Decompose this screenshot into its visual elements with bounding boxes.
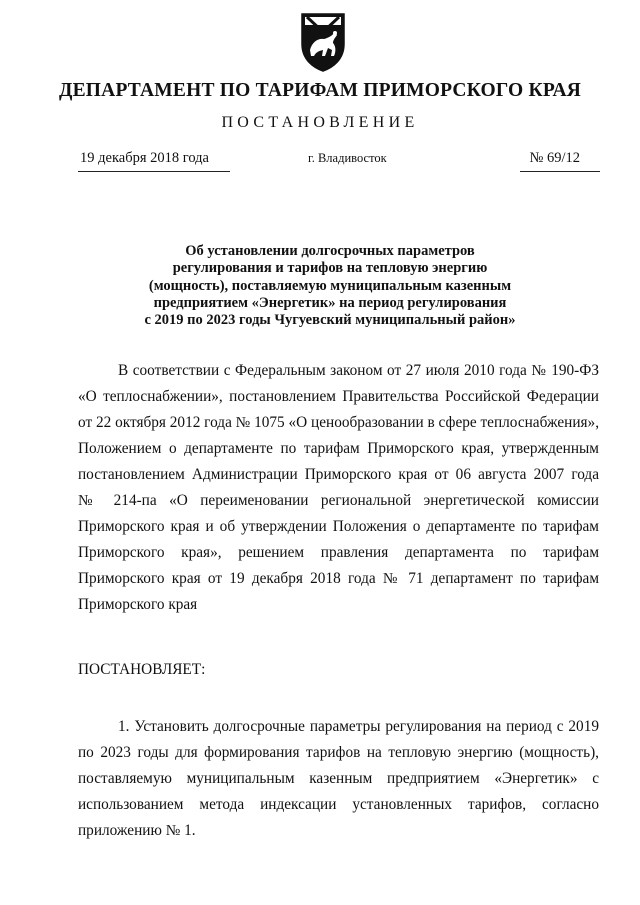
item-line: 1. Установить долгосрочные параметры регулирования на период с 2019 xyxy=(118,718,599,735)
item-line: по 2023 годы для формирования тарифов на тепловую энергию (мощность), xyxy=(78,744,599,761)
title-line: предприятием «Энергетик» на период регулирования xyxy=(153,294,507,311)
resolves-heading: ПОСТАНОВЛЯЕТ: xyxy=(78,661,206,678)
item-line: использованием метода индексации установленных тарифов, согласно xyxy=(78,796,599,813)
preamble-line: Положением о департаменте по тарифам Приморского края, утвержденным xyxy=(78,440,599,457)
preamble-line: от 22 октября 2012 года № 1075 «О ценообразовании в сфере теплоснабжения», xyxy=(78,414,600,431)
preamble-line: постановлением Администрации Приморского края от 06 августа 2007 года xyxy=(78,466,599,483)
document-title xyxy=(120,243,540,329)
title-line: с 2019 по 2023 годы Чугуевский муниципальный район» xyxy=(144,312,516,329)
preamble-line: № 214-па «О переименовании региональной энергетической комиссии xyxy=(78,492,599,509)
preamble-line: Приморского края xyxy=(78,596,198,613)
title-line: регулирования и тарифов на тепловую энергию xyxy=(172,260,488,277)
department-heading: ДЕПАРТАМЕНТ ПО ТАРИФАМ ПРИМОРСКОГО КРАЯ xyxy=(58,80,582,101)
preamble-line: «О теплоснабжении», постановлением Правительства Российской Федерации xyxy=(78,388,599,405)
title-line: (мощность), поставляемую муниципальным казенным xyxy=(148,277,512,294)
preamble-line: Приморского края и об утверждении Положения о департаменте по тарифам xyxy=(78,518,599,535)
preamble-line: Приморского края», решением правления департамента по тарифам xyxy=(78,544,599,561)
document-city: г. Владивосток xyxy=(308,151,387,165)
item-line: поставляемую муниципальным казенным предприятием «Энергетик» с xyxy=(78,770,599,787)
preamble-line: Приморского края от 19 декабря 2018 года № 71 департамент по тарифам xyxy=(78,570,599,587)
document-number: № 69/12 xyxy=(529,150,580,166)
number-underline xyxy=(520,171,600,172)
coat-of-arms-icon xyxy=(298,10,348,72)
preamble-line: В соответствии с Федеральным законом от 27 июля 2010 года № 190-ФЗ xyxy=(118,362,599,379)
document-type: ПОСТАНОВЛЕНИЕ xyxy=(221,114,419,131)
document-date: 19 декабря 2018 года xyxy=(80,150,209,166)
item-line: приложению № 1. xyxy=(78,822,196,839)
title-line: Об установлении долгосрочных параметров xyxy=(185,243,475,259)
date-underline xyxy=(78,171,230,172)
